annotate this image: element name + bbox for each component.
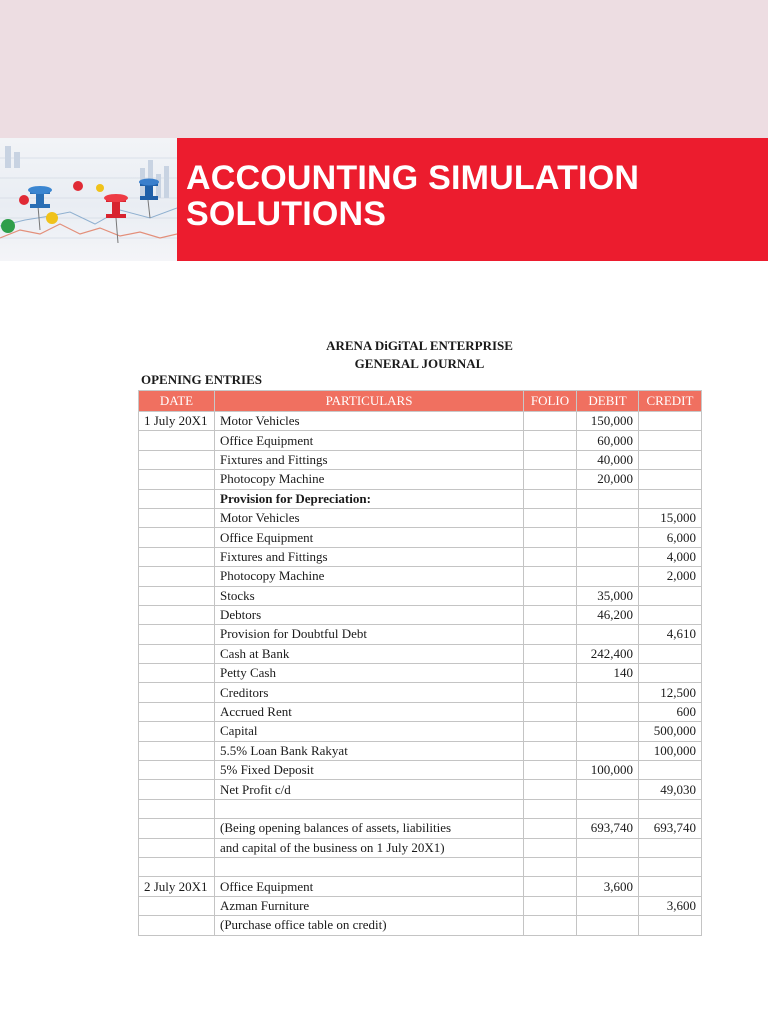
cell-folio	[524, 916, 577, 935]
page-title-line-1: ACCOUNTING SIMULATION	[186, 159, 640, 197]
table-row	[139, 547, 702, 566]
cell-debit: 100,000	[577, 761, 639, 780]
pushpin-chart-image	[0, 138, 177, 261]
cell-particulars: Accrued Rent	[215, 702, 524, 721]
cell-folio	[524, 450, 577, 469]
page-title-line-2: SOLUTIONS	[186, 195, 387, 233]
cell-credit	[639, 857, 702, 876]
cell-debit	[577, 528, 639, 547]
cell-debit	[577, 508, 639, 527]
cell-date	[139, 838, 215, 857]
cell-debit	[577, 722, 639, 741]
cell-folio	[524, 625, 577, 644]
cell-debit: 46,200	[577, 605, 639, 624]
cell-folio	[524, 819, 577, 838]
cell-credit	[639, 838, 702, 857]
cell-credit: 12,500	[639, 683, 702, 702]
cell-credit	[639, 605, 702, 624]
cell-date	[139, 625, 215, 644]
cell-folio	[524, 877, 577, 896]
cell-folio	[524, 702, 577, 721]
cell-folio	[524, 431, 577, 450]
cell-credit: 600	[639, 702, 702, 721]
table-row	[139, 644, 702, 663]
cell-date	[139, 489, 215, 508]
cell-particulars: 5% Fixed Deposit	[215, 761, 524, 780]
table-row	[139, 761, 702, 780]
cell-credit: 49,030	[639, 780, 702, 799]
cell-particulars: (Purchase office table on credit)	[215, 916, 524, 935]
cell-folio	[524, 528, 577, 547]
cell-folio	[524, 547, 577, 566]
table-row	[139, 780, 702, 799]
cell-folio	[524, 489, 577, 508]
cell-date	[139, 896, 215, 915]
cell-debit: 242,400	[577, 644, 639, 663]
cell-credit	[639, 470, 702, 489]
column-header-particulars: PARTICULARS	[215, 391, 524, 412]
cell-credit: 2,000	[639, 567, 702, 586]
cell-debit	[577, 489, 639, 508]
cell-debit	[577, 857, 639, 876]
cell-date	[139, 567, 215, 586]
page-title	[186, 160, 639, 232]
cell-particulars: and capital of the business on 1 July 20X1)	[215, 838, 524, 857]
table-row	[139, 857, 702, 876]
cell-folio	[524, 605, 577, 624]
general-journal-table	[138, 390, 702, 936]
cell-particulars: Creditors	[215, 683, 524, 702]
cell-date	[139, 799, 215, 818]
cell-date	[139, 741, 215, 760]
cell-particulars: Motor Vehicles	[215, 508, 524, 527]
cell-credit: 4,000	[639, 547, 702, 566]
cell-debit	[577, 916, 639, 935]
column-header-credit: CREDIT	[639, 391, 702, 412]
cell-particulars: Motor Vehicles	[215, 412, 524, 431]
cell-debit	[577, 547, 639, 566]
cell-folio	[524, 780, 577, 799]
cell-folio	[524, 412, 577, 431]
cell-folio	[524, 664, 577, 683]
table-row	[139, 625, 702, 644]
cell-folio	[524, 761, 577, 780]
cell-credit	[639, 586, 702, 605]
cell-particulars: (Being opening balances of assets, liabilities	[215, 819, 524, 838]
column-header-debit: DEBIT	[577, 391, 639, 412]
cell-date	[139, 702, 215, 721]
company-name: ARENA DiGiTAL ENTERPRISE	[326, 338, 513, 353]
cell-particulars: Fixtures and Fittings	[215, 547, 524, 566]
cell-folio	[524, 838, 577, 857]
cell-particulars: Photocopy Machine	[215, 470, 524, 489]
table-row	[139, 567, 702, 586]
cell-date	[139, 586, 215, 605]
table-row	[139, 702, 702, 721]
cell-date	[139, 780, 215, 799]
cell-credit: 4,610	[639, 625, 702, 644]
cell-credit	[639, 799, 702, 818]
cell-folio	[524, 508, 577, 527]
cell-debit: 40,000	[577, 450, 639, 469]
column-header-folio: FOLIO	[524, 391, 577, 412]
cell-credit	[639, 644, 702, 663]
table-row	[139, 741, 702, 760]
cell-credit: 100,000	[639, 741, 702, 760]
cell-debit	[577, 625, 639, 644]
table-row	[139, 489, 702, 508]
cell-debit	[577, 741, 639, 760]
cell-particulars: Petty Cash	[215, 664, 524, 683]
cell-particulars: Office Equipment	[215, 431, 524, 450]
cell-date: 1 July 20X1	[139, 412, 215, 431]
cell-debit	[577, 838, 639, 857]
cell-date	[139, 528, 215, 547]
cell-credit: 693,740	[639, 819, 702, 838]
cell-folio	[524, 683, 577, 702]
cell-particulars: Cash at Bank	[215, 644, 524, 663]
table-header-row	[139, 391, 702, 412]
cell-date	[139, 664, 215, 683]
cell-date	[139, 683, 215, 702]
table-row	[139, 508, 702, 527]
cell-particulars: Fixtures and Fittings	[215, 450, 524, 469]
cell-particulars: Provision for Doubtful Debt	[215, 625, 524, 644]
cell-particulars	[215, 857, 524, 876]
cell-particulars: Stocks	[215, 586, 524, 605]
cell-debit: 35,000	[577, 586, 639, 605]
cell-date	[139, 605, 215, 624]
cell-credit	[639, 877, 702, 896]
cell-date	[139, 470, 215, 489]
cell-particulars: 5.5% Loan Bank Rakyat	[215, 741, 524, 760]
cell-folio	[524, 741, 577, 760]
table-row	[139, 838, 702, 857]
cell-debit: 693,740	[577, 819, 639, 838]
cell-debit: 140	[577, 664, 639, 683]
cell-folio	[524, 470, 577, 489]
cell-folio	[524, 722, 577, 741]
cell-particulars: Office Equipment	[215, 877, 524, 896]
cell-particulars: Provision for Depreciation:	[215, 489, 524, 508]
table-row	[139, 916, 702, 935]
table-row	[139, 412, 702, 431]
cell-credit	[639, 431, 702, 450]
header-band	[0, 0, 768, 138]
table-row	[139, 896, 702, 915]
cell-credit: 15,000	[639, 508, 702, 527]
cell-debit	[577, 799, 639, 818]
cell-date	[139, 431, 215, 450]
cell-date	[139, 857, 215, 876]
cell-particulars: Azman Furniture	[215, 896, 524, 915]
cell-credit	[639, 761, 702, 780]
cell-credit	[639, 489, 702, 508]
cell-credit: 3,600	[639, 896, 702, 915]
cell-date	[139, 761, 215, 780]
cell-particulars	[215, 799, 524, 818]
table-row	[139, 586, 702, 605]
cell-particulars: Photocopy Machine	[215, 567, 524, 586]
table-row	[139, 450, 702, 469]
cell-folio	[524, 799, 577, 818]
cell-credit	[639, 916, 702, 935]
cell-date	[139, 819, 215, 838]
table-row	[139, 605, 702, 624]
cell-folio	[524, 644, 577, 663]
cell-debit: 20,000	[577, 470, 639, 489]
cell-debit: 60,000	[577, 431, 639, 450]
cell-particulars: Debtors	[215, 605, 524, 624]
cell-date	[139, 644, 215, 663]
table-row	[139, 470, 702, 489]
cell-particulars: Capital	[215, 722, 524, 741]
table-row	[139, 664, 702, 683]
title-banner	[177, 138, 768, 261]
cell-debit: 150,000	[577, 412, 639, 431]
cell-folio	[524, 586, 577, 605]
cell-debit	[577, 780, 639, 799]
cell-credit	[639, 664, 702, 683]
table-row	[139, 799, 702, 818]
table-row	[139, 431, 702, 450]
table-row	[139, 877, 702, 896]
cell-credit	[639, 450, 702, 469]
cell-credit: 6,000	[639, 528, 702, 547]
section-label: OPENING ENTRIES	[141, 372, 262, 387]
cell-date: 2 July 20X1	[139, 877, 215, 896]
cell-date	[139, 508, 215, 527]
cell-debit	[577, 896, 639, 915]
cell-debit	[577, 702, 639, 721]
cell-folio	[524, 567, 577, 586]
cell-particulars: Office Equipment	[215, 528, 524, 547]
journal-title: GENERAL JOURNAL	[354, 356, 485, 371]
cell-credit	[639, 412, 702, 431]
column-header-date: DATE	[139, 391, 215, 412]
cell-debit	[577, 567, 639, 586]
cell-date	[139, 916, 215, 935]
cell-date	[139, 547, 215, 566]
table-row	[139, 528, 702, 547]
cell-date	[139, 722, 215, 741]
cell-credit: 500,000	[639, 722, 702, 741]
cell-debit: 3,600	[577, 877, 639, 896]
table-row	[139, 722, 702, 741]
cell-folio	[524, 857, 577, 876]
cell-particulars: Net Profit c/d	[215, 780, 524, 799]
cell-folio	[524, 896, 577, 915]
table-row	[139, 683, 702, 702]
cell-debit	[577, 683, 639, 702]
cell-date	[139, 450, 215, 469]
table-row	[139, 819, 702, 838]
